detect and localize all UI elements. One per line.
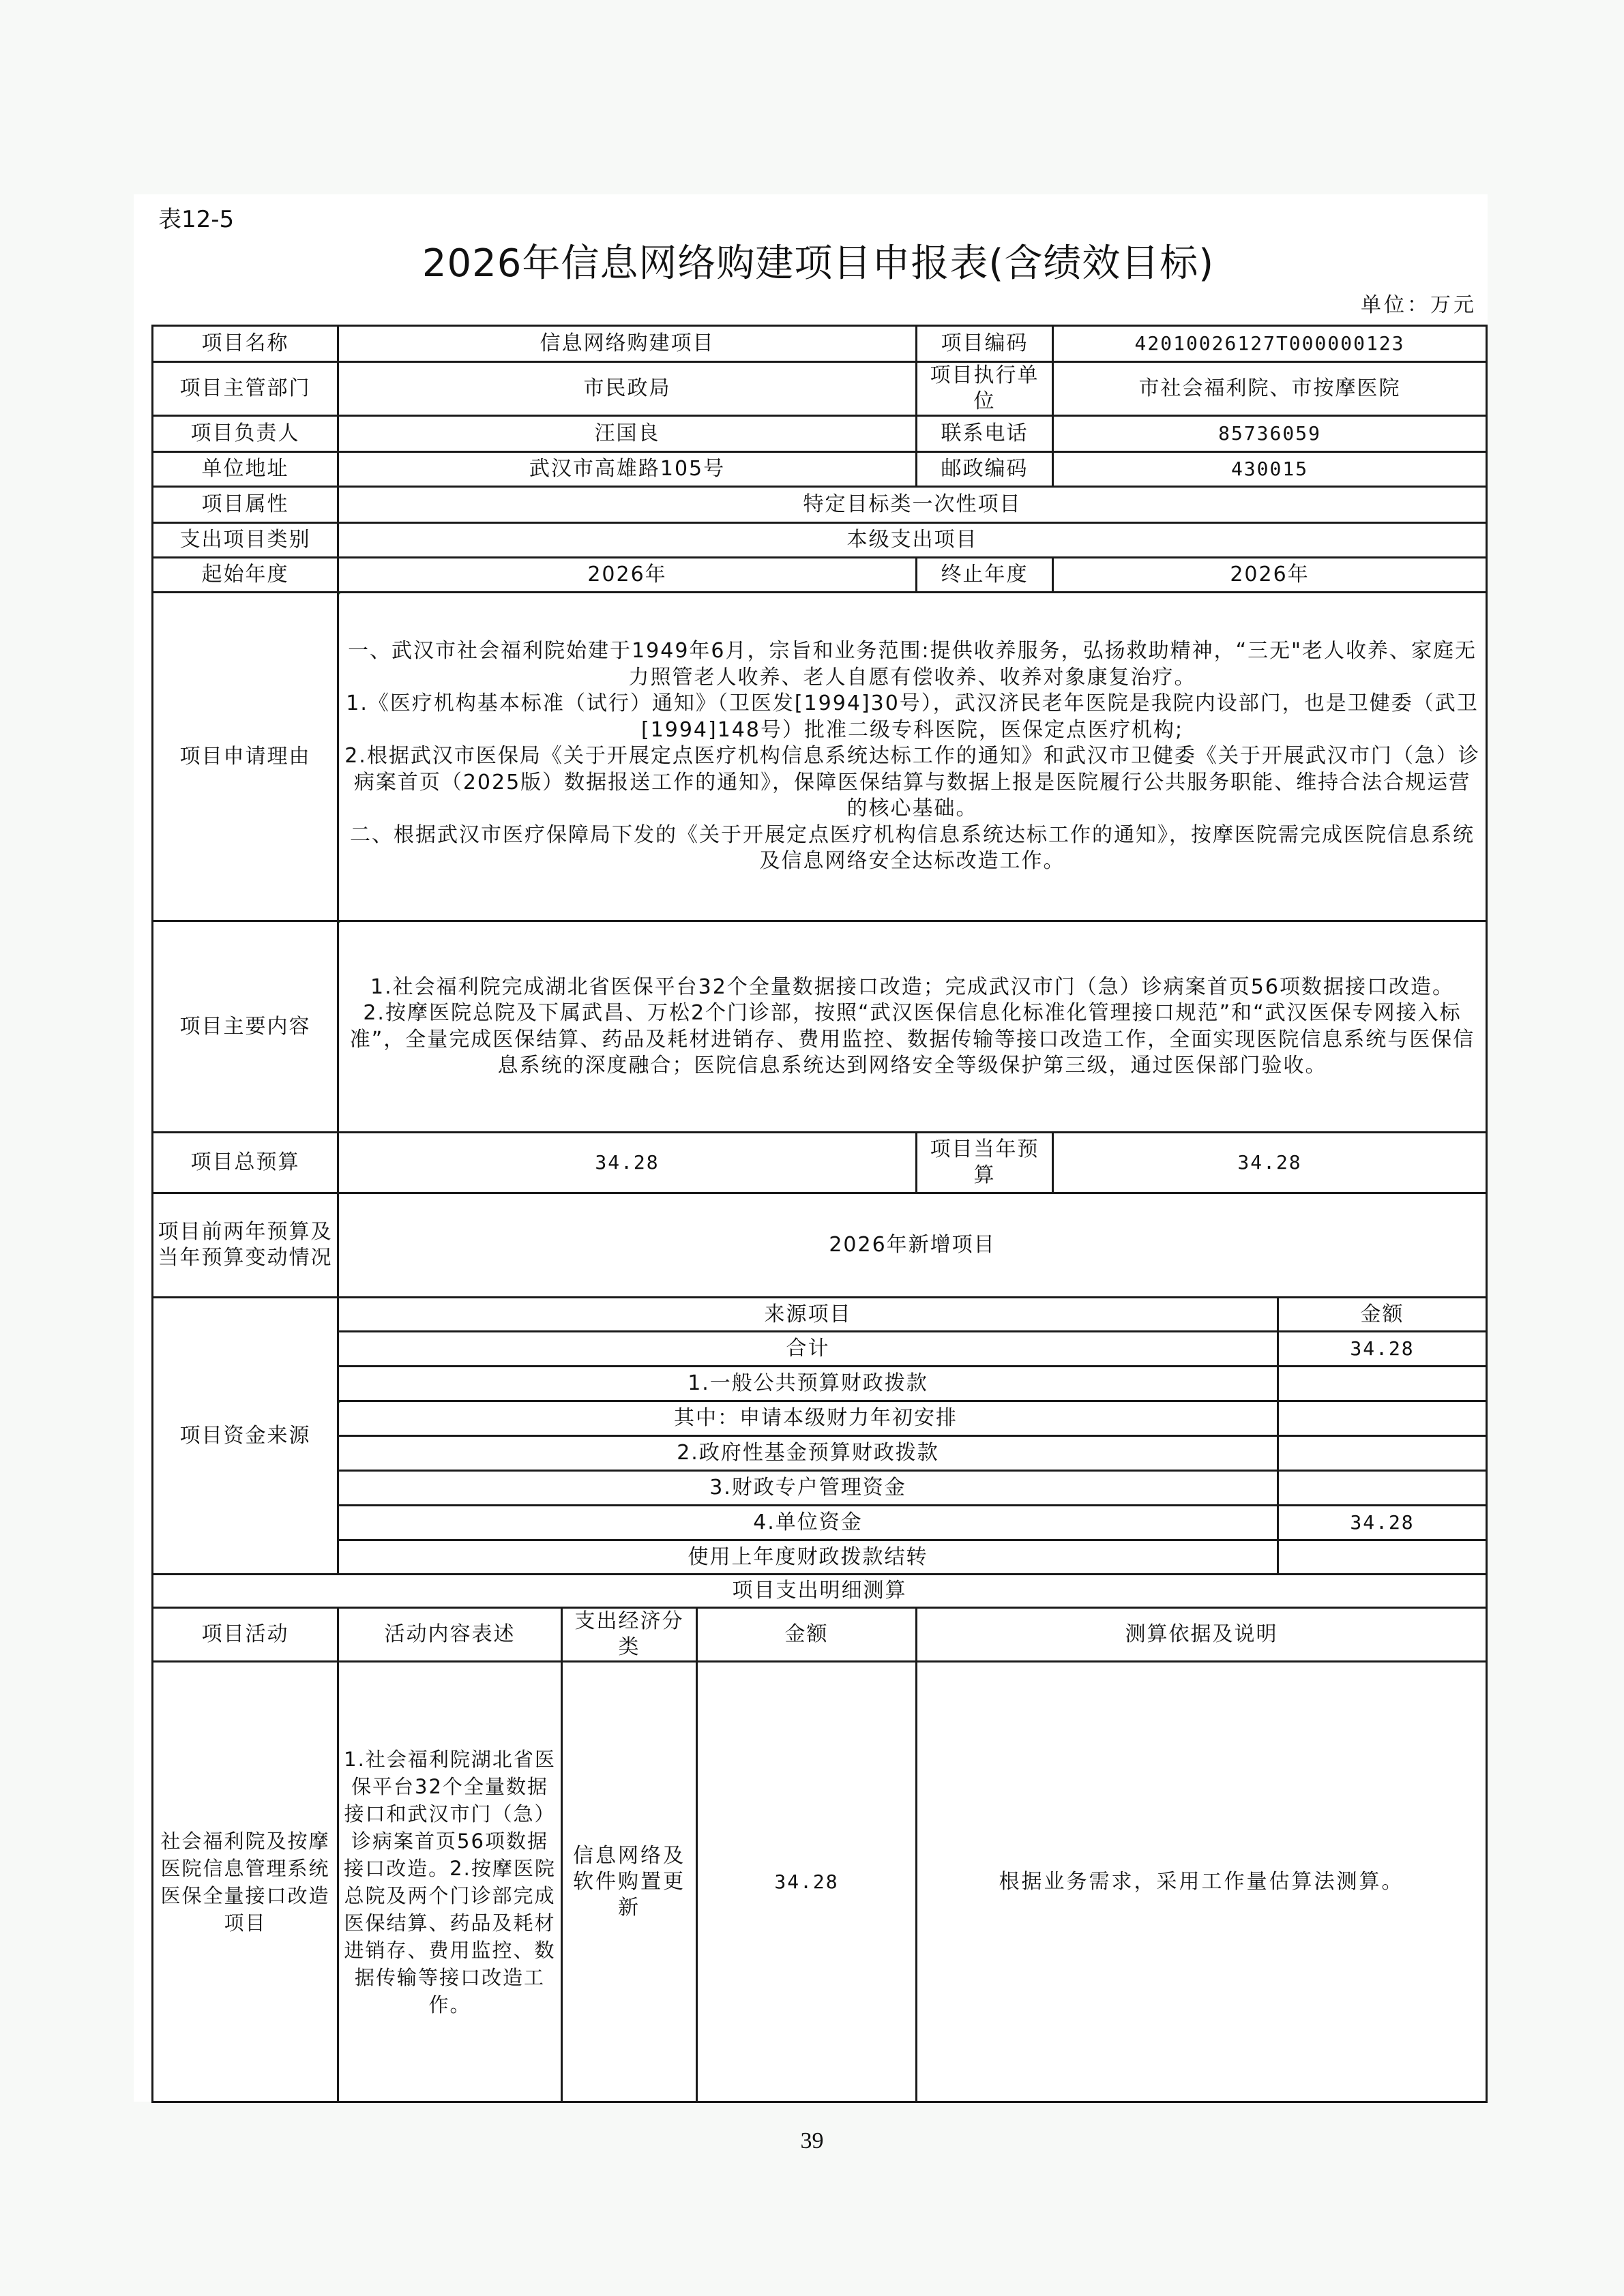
reason-label: 项目申请理由 (153, 593, 338, 921)
reason-paragraph: 一、武汉市社会福利院始建于1949年6月，宗旨和业务范围:提供收养服务，弘扬救助精神，“三无"老人收养、家庭无力照管老人收养、老人自愿有偿收养、收养对象康复治疗。 (348, 639, 1477, 689)
end-year-value: 2026年 (1053, 558, 1487, 593)
detail-header-econ-class: 支出经济分类 (562, 1608, 697, 1662)
row-main-content (153, 921, 1487, 1133)
dept-value: 市民政局 (338, 362, 917, 416)
funding-source: 4.单位资金 (338, 1506, 1278, 1540)
funding-amount: 34.28 (1278, 1506, 1487, 1540)
dept-label: 项目主管部门 (153, 362, 338, 416)
current-budget-value: 34.28 (1053, 1133, 1487, 1193)
postcode-value: 430015 (1053, 452, 1487, 487)
project-code-label: 项目编码 (917, 326, 1053, 362)
funding-source: 1.一般公共预算财政拨款 (338, 1367, 1278, 1401)
funding-amount (1278, 1436, 1487, 1471)
content-text (338, 921, 1487, 1133)
funding-amount (1278, 1367, 1487, 1401)
project-code-value: 42010026127T000000123 (1053, 326, 1487, 362)
page-title: 2026年信息网络购建项目申报表(含绩效目标) (422, 241, 1215, 286)
reason-paragraph: 1.《医疗机构基本标准（试行）通知》（卫医发[1994]30号），武汉济民老年医院是我院内设部门，也是卫健委（武卫[1994]148号）批准二级专科医院，医保定点医疗机构; (346, 691, 1479, 742)
budget-change-value: 2026年新增项目 (338, 1193, 1487, 1298)
project-name-value: 信息网络购建项目 (338, 326, 917, 362)
exec-unit-label: 项目执行单位 (917, 362, 1053, 416)
address-label: 单位地址 (153, 452, 338, 487)
detail-activity: 社会福利院及按摩医院信息管理系统医保全量接口改造项目 (153, 1662, 338, 2102)
detail-amount: 34.28 (697, 1662, 917, 2102)
reason-paragraph: 二、根据武汉市医疗保障局下发的《关于开展定点医疗机构信息系统达标工作的通知》，按摩医院需完成医院信息系统及信息网络安全达标改造工作。 (350, 822, 1475, 874)
funding-amount (1278, 1540, 1487, 1575)
unit-label: 单位：万元 (1361, 293, 1477, 317)
row-leader (153, 416, 1487, 452)
detail-row (153, 1662, 1487, 2102)
content-paragraph: 2.按摩医院总院及下属武昌、万松2个门诊部，按照“武汉医保信息化标准化管理接口规范”和“武汉医保专网接入标准”，全量完成医保结算、药品及耗材进销存、费用监控、数据传输等接口改造工作，全面实现医院信息系统与医保信息系统的深度融合；医院信息系统达到网络安全等级保护第三级，通过医保部门验收。 (349, 1001, 1475, 1077)
reason-text (338, 593, 1487, 921)
reason-paragraph: 2.根据武汉市医保局《关于开展定点医疗机构信息系统达标工作的通知》和武汉市卫健委《关于开展武汉市门（急）诊病案首页（2025版）数据报送工作的通知》，保障医保结算与数据上报是医院履行公共服务职能、维持合法合规运营的核心基础。 (344, 744, 1480, 821)
row-budget (153, 1133, 1487, 1193)
phone-label: 联系电话 (917, 416, 1053, 452)
detail-header-basis: 测算依据及说明 (917, 1608, 1487, 1662)
page-number: 39 (800, 2128, 824, 2153)
budget-change-label: 项目前两年预算及当年预算变动情况 (153, 1193, 338, 1298)
table-number: 表12-5 (158, 206, 235, 233)
row-address (153, 452, 1487, 487)
attr-value: 特定目标类一次性项目 (338, 487, 1487, 523)
exec-unit-value: 市社会福利院、市按摩医院 (1053, 362, 1487, 416)
funding-row (153, 1436, 1487, 1471)
detail-header-amount: 金额 (697, 1608, 917, 1662)
detail-header-row (153, 1608, 1487, 1662)
start-year-value: 2026年 (338, 558, 917, 593)
funding-row (153, 1332, 1487, 1367)
funding-header-row (153, 1298, 1487, 1332)
funding-row (153, 1540, 1487, 1575)
start-year-label: 起始年度 (153, 558, 338, 593)
detail-header-activity: 项目活动 (153, 1608, 338, 1662)
project-application-form (151, 325, 1488, 2103)
funding-amount (1278, 1471, 1487, 1506)
funding-row (153, 1401, 1487, 1436)
row-application-reason (153, 593, 1487, 921)
leader-value: 汪国良 (338, 416, 917, 452)
project-name-label: 项目名称 (153, 326, 338, 362)
row-category (153, 523, 1487, 558)
leader-label: 项目负责人 (153, 416, 338, 452)
detail-header-description: 活动内容表述 (338, 1608, 562, 1662)
funding-source: 3.财政专户管理资金 (338, 1471, 1278, 1506)
detail-section-title: 项目支出明细测算 (153, 1575, 1487, 1608)
attr-label: 项目属性 (153, 487, 338, 523)
funding-amount: 34.28 (1278, 1332, 1487, 1367)
row-department (153, 362, 1487, 416)
detail-section-title-row (153, 1575, 1487, 1608)
postcode-label: 邮政编码 (917, 452, 1053, 487)
funding-source: 其中：申请本级财力年初安排 (338, 1401, 1278, 1436)
content-paragraph: 1.社会福利院完成湖北省医保平台32个全量数据接口改造；完成武汉市门（急）诊病案首页56项数据接口改造。 (370, 974, 1454, 999)
row-project-name (153, 326, 1487, 362)
detail-econ-class: 信息网络及软件购置更新 (562, 1662, 697, 2102)
funding-label: 项目资金来源 (153, 1298, 338, 1575)
funding-amount-header: 金额 (1278, 1298, 1487, 1332)
total-budget-label: 项目总预算 (153, 1133, 338, 1193)
funding-source: 2.政府性基金预算财政拨款 (338, 1436, 1278, 1471)
funding-row (153, 1506, 1487, 1540)
funding-amount (1278, 1401, 1487, 1436)
category-value: 本级支出项目 (338, 523, 1487, 558)
address-value: 武汉市高雄路105号 (338, 452, 917, 487)
end-year-label: 终止年度 (917, 558, 1053, 593)
detail-basis: 根据业务需求，采用工作量估算法测算。 (917, 1662, 1487, 2102)
category-label: 支出项目类别 (153, 523, 338, 558)
content-label: 项目主要内容 (153, 921, 338, 1133)
funding-row (153, 1471, 1487, 1506)
funding-source-header: 来源项目 (338, 1298, 1278, 1332)
row-budget-change (153, 1193, 1487, 1298)
row-attribute (153, 487, 1487, 523)
phone-value: 85736059 (1053, 416, 1487, 452)
funding-source: 合计 (338, 1332, 1278, 1367)
row-years (153, 558, 1487, 593)
total-budget-value: 34.28 (338, 1133, 917, 1193)
funding-source: 使用上年度财政拨款结转 (338, 1540, 1278, 1575)
current-budget-label: 项目当年预算 (917, 1133, 1053, 1193)
funding-row (153, 1367, 1487, 1401)
detail-description: 1.社会福利院湖北省医保平台32个全量数据接口和武汉市门（急）诊病案首页56项数据接口改造。2.按摩医院总院及两个门诊部完成医保结算、药品及耗材进销存、费用监控、数据传输等接口改造工作。 (338, 1662, 562, 2102)
